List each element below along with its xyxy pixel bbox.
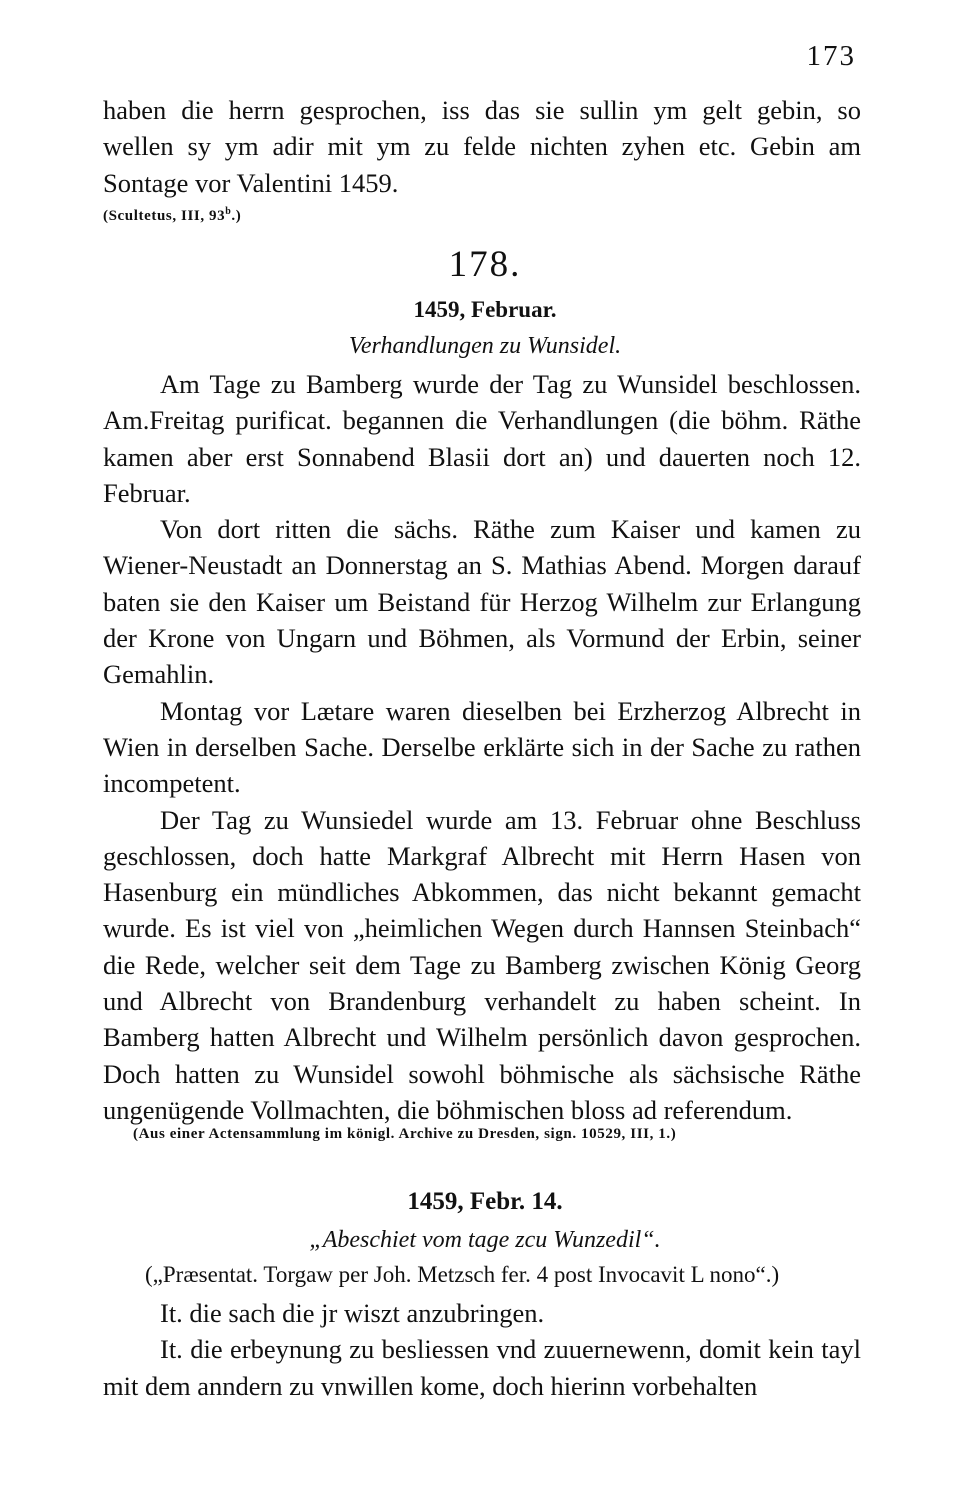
body-paragraph: Der Tag zu Wunsiedel wurde am 13. Februar ohne Beschluss geschlossen, doch hatte Markgraf Albrecht mit Herrn Hasen von Hasenburg ein mündliches Abkommen, das nicht bekannt gemacht wurde. Es ist viel von „heimlichen Wegen durch Hannsen Steinbach“ die Rede, welcher seit dem Tage zu Bamberg zwischen König Georg und Albrecht von Brandenburg verhandelt zu haben scheint. In Bamberg hatten Albrecht und Wilhelm persönlich davon gesprochen. Doch hatten zu Wunsidel sowohl böhmische als sächsische Räthe ungenügende Vollmachten, die böhmischen bloss ad referendum. [103, 804, 861, 1125]
body-paragraph: Montag vor Lætare waren dieselben bei Erzherzog Albrecht in Wien in derselben Sache. Derselbe erklärte sich in der Sache zu rathen incompetent. [103, 695, 861, 799]
enclosure-date: 1459, Febr. 14. [407, 1188, 563, 1215]
enclosure-item: It. die erbeynung zu besliessen vnd zuuernewenn, domit kein tayl mit dem anndern zu vnwillen kome, doch hierinn vorbehalten [103, 1334, 861, 1401]
intro-line: haben die herrn gesprochen, iss das sie sullin ym gelt gebin, so [103, 95, 861, 125]
intro-source-sup: b [225, 206, 232, 217]
enclosure-items [103, 1295, 861, 1404]
body-paragraph: Von dort ritten die sächs. Räthe zum Kaiser und kamen zu Wiener-Neustadt an Donnerstag an S. Mathias Abend. Morgen darauf baten sie den Kaiser um Beistand für Herzog Wilhelm zur Erlangung der Krone von Ungarn und Böhmen, als Vormund der Erbin, seiner Gemahlin. [103, 514, 861, 690]
enclosure-title: „Abeschiet vom tage zcu Wunzedil“. [309, 1227, 661, 1253]
intro-line: Sontage vor Valentini 1459. [103, 167, 399, 198]
intro-source [103, 206, 241, 225]
page-number: 173 [806, 40, 856, 72]
document-subtitle: Verhandlungen zu Wunsidel. [348, 333, 622, 359]
intro-source-end: .) [231, 208, 242, 224]
enclosure-note: („Præsentat. Torgaw per Joh. Metzsch fer. 4 post Invocavit L nono“.) [145, 1262, 780, 1287]
intro-line: wellen sy ym adir mit ym zu felde nichten zyhen etc. Gebin am [103, 131, 861, 162]
intro-text [103, 92, 861, 201]
document-date: 1459, Februar. [413, 297, 557, 322]
document-body [103, 366, 861, 1128]
document-source: (Aus einer Actensammlung im königl. Archive zu Dresden, sign. 10529, III, 1.) [133, 1126, 677, 1142]
document-number: 178. [448, 244, 522, 285]
body-paragraph: Am Tage zu Bamberg wurde der Tag zu Wunsidel beschlossen. Am.Freitag purificat. begannen die Verhandlungen (die böhm. Räthe kamen aber erst Sonnabend Blasii dort an) und dauerten noch 12. Februar. [103, 369, 861, 508]
enclosure-item: It. die sach die jr wiszt anzubringen. [160, 1298, 545, 1328]
intro-source-text: (Scultetus, III, 93 [103, 208, 226, 224]
